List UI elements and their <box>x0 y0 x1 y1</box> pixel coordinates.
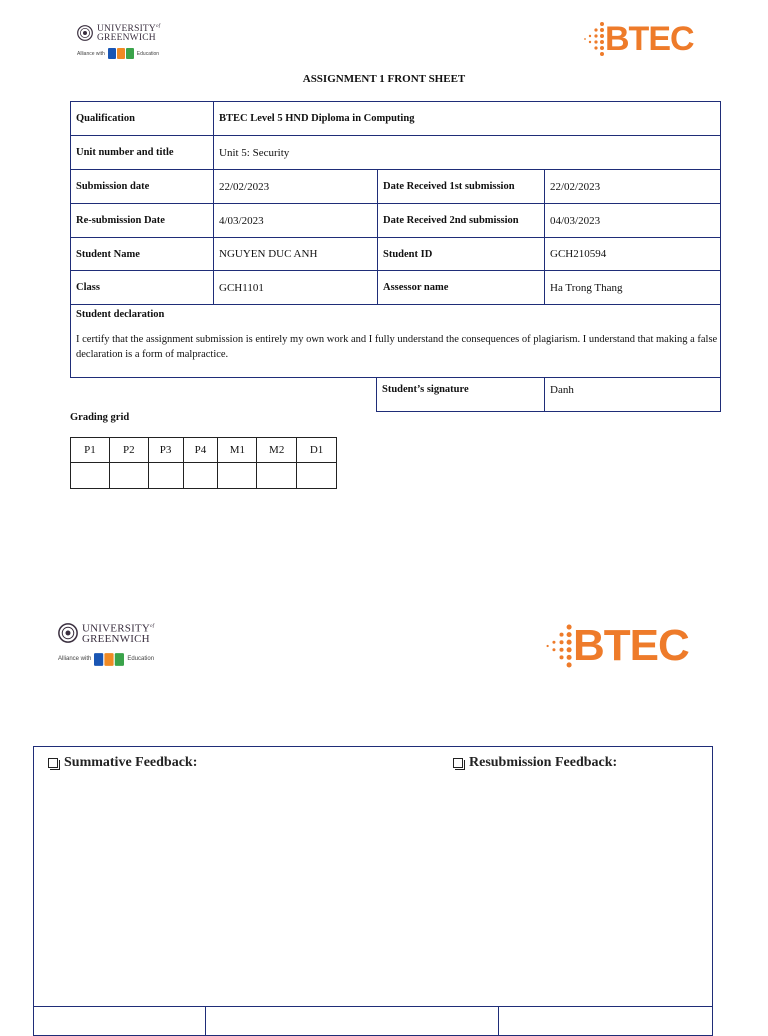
grade-header-d1: D1 <box>297 438 337 463</box>
university-seal-icon <box>77 25 93 41</box>
grade-header-m1: M1 <box>218 438 257 463</box>
student-name-label: Student Name <box>76 248 140 260</box>
qualification-value: BTEC Level 5 HND Diploma in Computing <box>219 113 415 124</box>
grade-cell-p4[interactable] <box>183 463 218 489</box>
summative-feedback-heading <box>48 755 197 771</box>
feedback-col-divider <box>205 1006 206 1036</box>
assessor-value: Ha Trong Thang <box>550 281 623 294</box>
assessor-label: Assessor name <box>383 282 449 293</box>
grade-cell-p1[interactable] <box>71 463 110 489</box>
university-of-greenwich-logo-2: $UNIVERSITY^{of}$ GREENWICH Alliance with Education <box>58 622 154 666</box>
feedback-box <box>33 746 713 1036</box>
grade-cell-d1[interactable] <box>297 463 337 489</box>
date-received-2-label: Date Received 2nd submission <box>383 215 519 226</box>
student-id-label: Student ID <box>383 248 433 260</box>
feedback-col-divider <box>498 1006 499 1036</box>
declaration-text: I certify that the assignment submission is entirely my own work and I fully understand the consequences of plagiarism. I understand that making a false declaration is a form of malpractice. <box>76 334 718 360</box>
resubmission-date-value: 4/03/2023 <box>219 214 264 227</box>
university-seal-icon <box>58 623 78 643</box>
grade-cell-p3[interactable] <box>148 463 183 489</box>
date-received-1-label: Date Received 1st submission <box>383 181 515 192</box>
student-id-value: GCH210594 <box>550 248 607 260</box>
grade-cell-m1[interactable] <box>218 463 257 489</box>
grade-cell-p2[interactable] <box>109 463 148 489</box>
assignment-info-grid <box>70 101 721 378</box>
resubmission-date-label: Re-submission Date <box>76 215 165 226</box>
page-title: ASSIGNMENT 1 FRONT SHEET <box>302 73 466 85</box>
grade-cell-m2[interactable] <box>257 463 297 489</box>
signature-label: Student’s signature <box>382 384 469 395</box>
grading-grid-label: Grading grid <box>70 412 130 423</box>
checkbox-icon[interactable] <box>453 758 463 768</box>
grade-header-p4: P4 <box>183 438 218 463</box>
signature-row <box>376 377 721 412</box>
date-received-2-value: 04/03/2023 <box>550 214 601 227</box>
class-value: GCH1101 <box>219 281 264 294</box>
btec-logo-2: BTEC <box>545 622 689 670</box>
grade-header-p3: P3 <box>148 438 183 463</box>
grade-header-p1: P1 <box>71 438 110 463</box>
date-received-1-value: 22/02/2023 <box>550 180 601 193</box>
university-of-greenwich-logo: $UNIVERSITY^{of}$ GREENWICH Alliance with Education <box>77 22 160 59</box>
checkbox-icon[interactable] <box>48 758 58 768</box>
declaration-title: Student declaration <box>76 309 165 320</box>
class-label: Class <box>76 282 100 293</box>
grade-header-m2: M2 <box>257 438 297 463</box>
grading-header-row <box>71 438 337 463</box>
btec-dots-icon <box>583 20 605 58</box>
unit-label: Unit number and title <box>76 147 174 158</box>
btec-logo: BTEC <box>583 20 694 58</box>
grade-header-p2: P2 <box>109 438 148 463</box>
grading-grid <box>70 437 337 489</box>
signature-value: Danh <box>550 383 574 396</box>
btec-dots-icon <box>545 622 573 670</box>
fpt-logo-icon <box>108 48 134 59</box>
grading-value-row <box>71 463 337 489</box>
resubmission-feedback-heading <box>453 755 617 771</box>
feedback-divider <box>34 1006 712 1007</box>
submission-date-value: 22/02/2023 <box>219 180 270 193</box>
submission-date-label: Submission date <box>76 181 150 192</box>
student-name-value: NGUYEN DUC ANH <box>219 248 318 260</box>
qualification-label: Qualification <box>76 113 135 124</box>
resubmission-feedback-label: Resubmission Feedback: <box>469 755 618 770</box>
unit-value: Unit 5: Security <box>219 146 290 159</box>
fpt-logo-icon <box>94 653 124 666</box>
summative-feedback-label: Summative Feedback: <box>64 755 198 770</box>
